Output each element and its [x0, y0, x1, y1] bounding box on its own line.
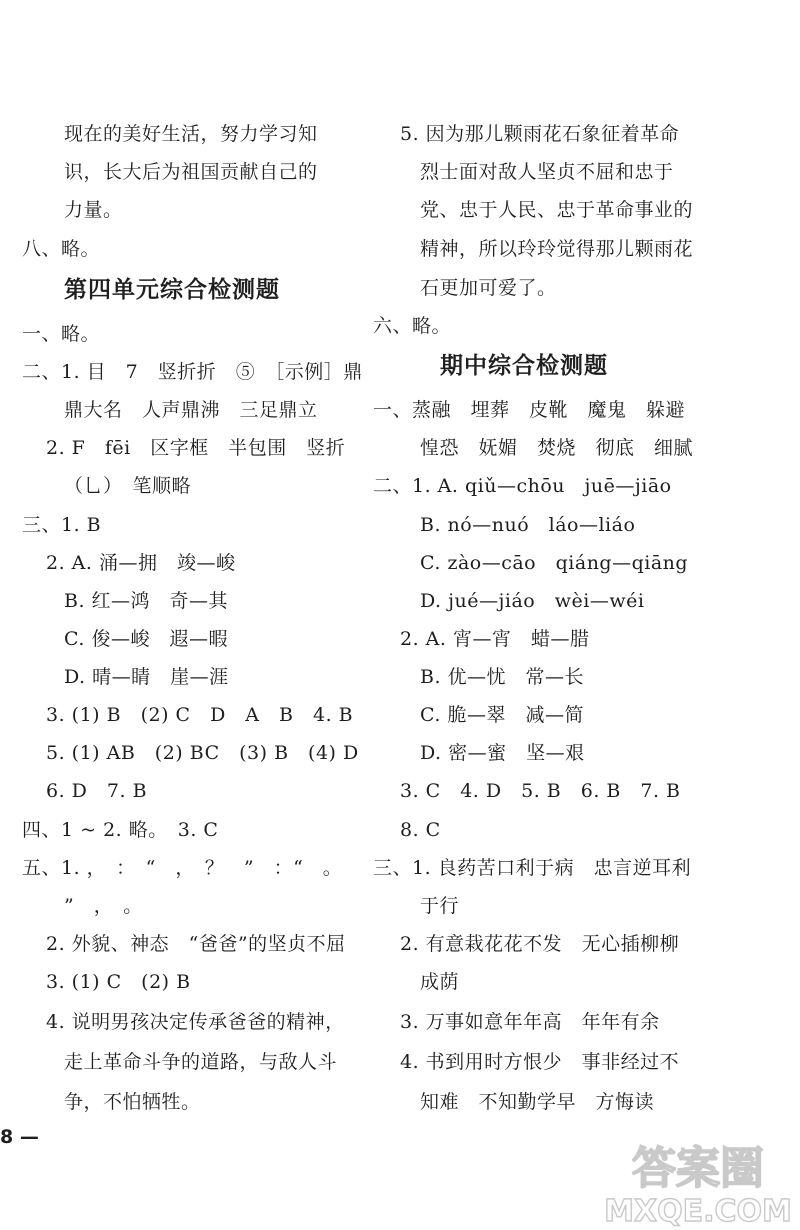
text-line: C. 脆—翠 减—简 — [420, 704, 584, 726]
text-line: C. 俊—峻 遐—暇 — [64, 628, 228, 650]
text-line: 2. 有意栽花花不发 无心插柳柳 — [400, 933, 680, 955]
text-line: 于行 — [420, 895, 460, 917]
text-line: 五、1. ， ： “ ， ？ ” ：“ 。 — [22, 857, 343, 879]
text-line: 烈士面对敌人坚贞不屈和忠于 — [420, 161, 674, 183]
section-label: 八、略。 — [22, 238, 101, 260]
text-line: 力量。 — [64, 199, 123, 221]
text-line: 3. C 4. D 5. B 6. B 7. B — [400, 780, 681, 802]
text-line: （乚） 笔顺略 — [64, 475, 192, 497]
page-number: 8 — — [0, 1126, 39, 1148]
text-line: 走上革命斗争的道路，与敌人斗 — [64, 1051, 338, 1073]
text-line: 6. D 7. B — [46, 780, 148, 802]
text-line: 2. 外貌、神态 “爸爸”的坚贞不屈 — [46, 933, 346, 955]
text-line: D. jué—jiáo wèi—wéi — [420, 590, 645, 612]
text-line: 二、1. 目 7 竖折折 ⑤ ［示例］鼎 — [22, 361, 363, 383]
text-line: 5. 因为那儿颗雨花石象征着革命 — [400, 123, 680, 145]
text-line: 2. A. 涌—拥 竣—峻 — [46, 552, 236, 574]
watermark-domain: MXQE.COM — [604, 1194, 792, 1229]
text-line: 2. A. 宵—宵 蜡—腊 — [400, 628, 590, 650]
text-line: 4. 书到用时方恨少 事非经过不 — [400, 1051, 680, 1073]
section-label: 一、略。 — [22, 323, 101, 345]
section-label: 四、1 ~ 2. 略。 3. C — [22, 819, 219, 841]
text-line: 争，不怕牺牲。 — [64, 1091, 201, 1113]
watermark-text: 答案圈 — [632, 1143, 764, 1194]
text-line: 精神，所以玲玲觉得那儿颗雨花 — [420, 238, 694, 260]
text-line: 8. C — [400, 819, 441, 841]
text-line: 惶恐 妩媚 焚烧 彻底 细腻 — [420, 437, 694, 459]
text-line: 二、1. A. qiǔ—chōu juē—jiāo — [373, 475, 672, 497]
text-line: 5. (1) AB (2) BC (3) B (4) D — [46, 742, 359, 764]
text-line: D. 晴—睛 崖—涯 — [64, 666, 229, 688]
watermark-logo — [598, 1135, 798, 1230]
section-heading: 期中综合检测题 — [440, 353, 608, 379]
text-line: ” ， 。 — [64, 895, 143, 917]
text-line: D. 密—蜜 坚—艰 — [420, 742, 585, 764]
text-line: B. 红—鸿 奇—其 — [64, 590, 229, 612]
text-line: 鼎大名 人声鼎沸 三足鼎立 — [64, 399, 318, 421]
text-line: 4. 说明男孩决定传承爸爸的精神， — [46, 1011, 345, 1033]
section-label: 六、略。 — [373, 315, 452, 337]
text-line: B. 优—忧 常—长 — [420, 666, 585, 688]
text-line: 党、忠于人民、忠于革命事业的 — [420, 199, 694, 221]
text-line: 识，长大后为祖国贡献自己的 — [64, 161, 318, 183]
section-heading: 第四单元综合检测题 — [64, 277, 280, 303]
text-line: 三、1. 良药苦口利于病 忠言逆耳利 — [373, 857, 692, 879]
text-line: B. nó—nuó láo—liáo — [420, 514, 636, 536]
text-line: 3. (1) B (2) C D A B 4. B — [46, 704, 354, 726]
text-line: 3. 万事如意年年高 年年有余 — [400, 1011, 660, 1033]
text-line: 一、蒸融 埋葬 皮靴 魔鬼 躲避 — [373, 399, 686, 421]
text-line: 2. F fēi 区字框 半包围 竖折 — [46, 437, 346, 459]
text-line: 石更加可爱了。 — [420, 277, 557, 299]
text-line: 现在的美好生活，努力学习知 — [64, 123, 318, 145]
section-label: 三、1. B — [22, 514, 102, 536]
text-line: 知难 不知勤学早 方悔读 — [420, 1091, 655, 1113]
text-line: C. zào—cāo qiáng—qiāng — [420, 552, 689, 574]
text-line: 成荫 — [420, 971, 460, 993]
text-line: 3. (1) C (2) B — [46, 971, 191, 993]
